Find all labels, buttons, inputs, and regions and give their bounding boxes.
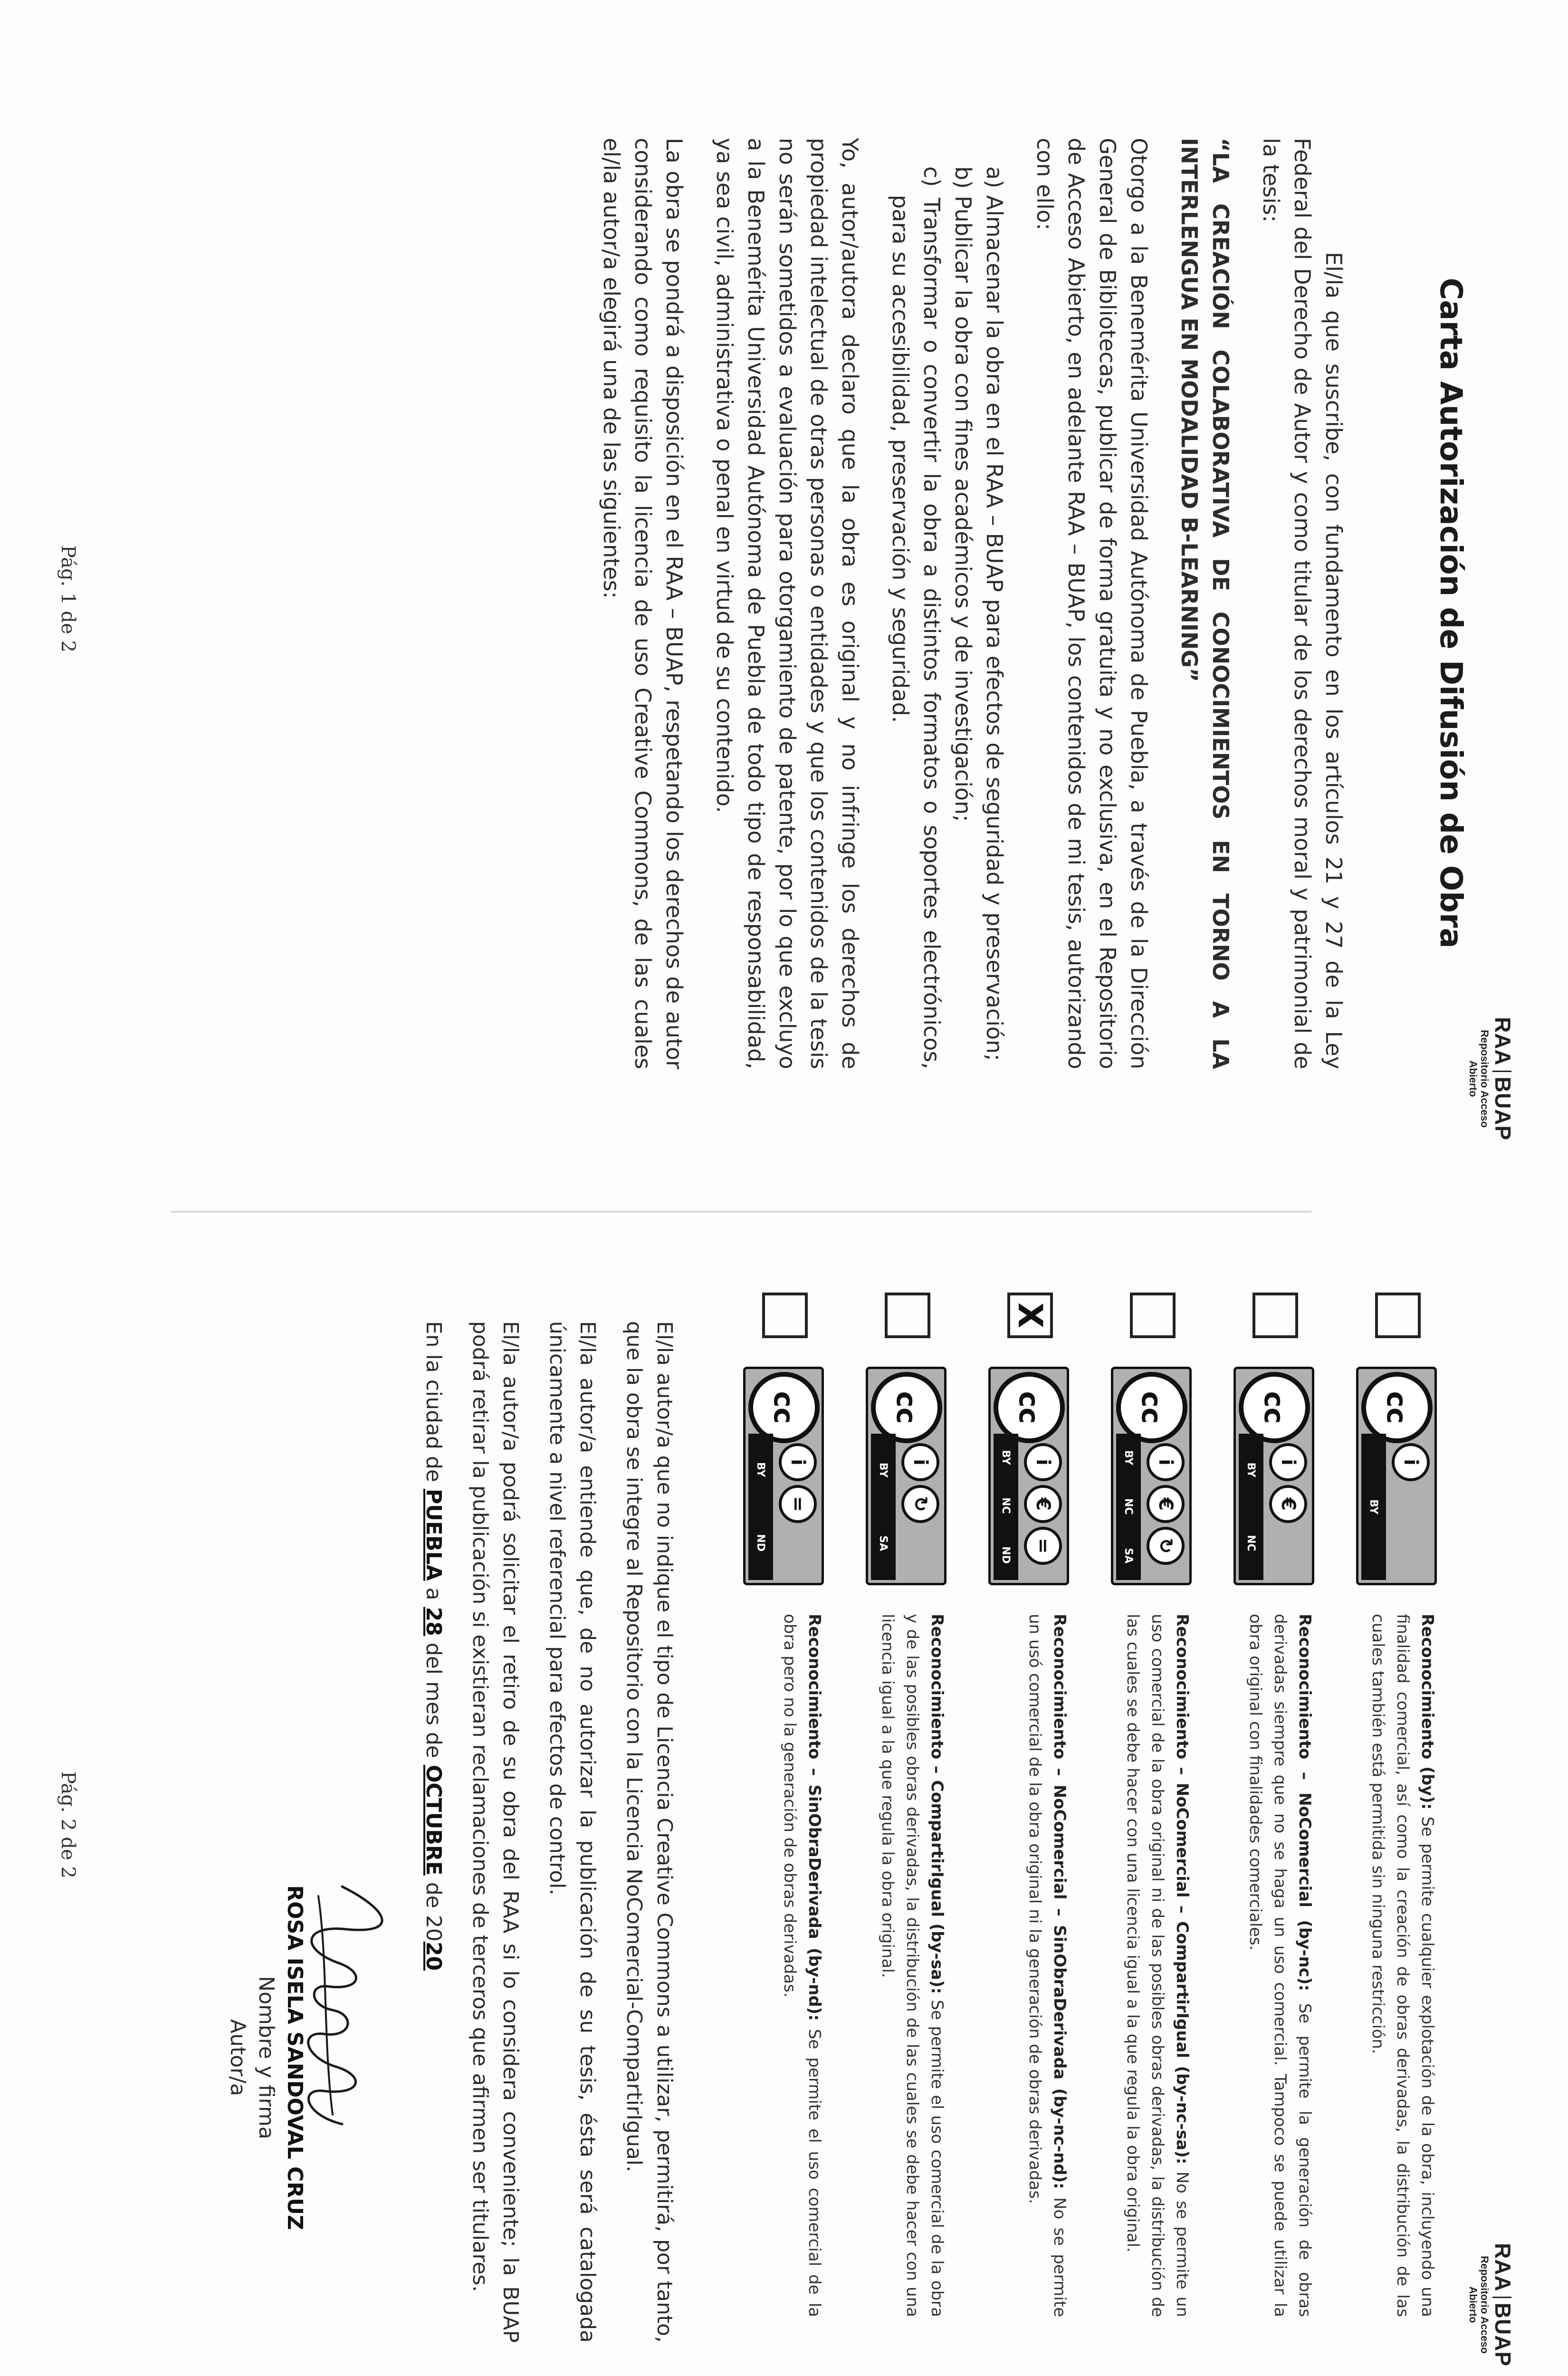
list-item: b) Publicar la obra con fines académicos y de investigación;	[950, 166, 976, 822]
authorization-list	[885, 166, 1010, 1069]
list-item: a) Almacenar la obra en el RAA – BUAP para efectos de seguridad y preservación;	[982, 166, 1007, 1061]
logo-subtitle-2: Abierto	[1467, 1060, 1479, 1097]
license-description	[1366, 1614, 1440, 2317]
license-description	[1023, 1614, 1072, 2317]
license-checkbox[interactable]	[762, 1293, 808, 1338]
declaration-paragraph: Yo, autor/autora declaro que la obra es original y no infringe los derechos de propiedad intelectual de otras personas o entidades y que los contenidos de la tesis no serán sometidos a evaluación para otorgamiento de patente, por lo que excluyo a la Benemérita Universidad Autónoma de Puebla de todo tipo de responsabilidad, ya sea civil, administrativa o penal en virtud de su contenido.	[712, 138, 863, 1069]
license-tag: BY	[1000, 1450, 1012, 1465]
raa-buap-logo	[1467, 2243, 1516, 2366]
license-text: Se permite la generación de obras derivadas siempre que no se haga un uso comercial. Tampoco se puede utilizar la obra original con finalidades comerciales.	[1246, 1614, 1314, 2317]
year-field[interactable]: 20	[421, 1941, 446, 1971]
intro-paragraph: El/la que suscribe, con fundamento en los artículos 21 y 27 de la Ley Federal del Derecho de Autor y como titular de los derechos moral y patrimonial de la tesis:	[1258, 138, 1347, 1069]
license-options	[704, 1293, 1440, 2366]
cc-logo-icon: cc	[1116, 1372, 1187, 1443]
cc-license-badge	[1356, 1367, 1437, 1585]
license-tag-bar	[748, 1434, 773, 1580]
license-name: Reconocimiento – NoComercial (by-nc):	[1295, 1614, 1314, 1992]
license-name: Reconocimiento (by):	[1418, 1614, 1437, 1810]
day-field[interactable]: 28	[421, 1607, 446, 1636]
license-condition-icon: =	[1024, 1527, 1062, 1565]
cc-logo-icon: cc	[871, 1372, 942, 1443]
license-tag: BY	[1245, 1462, 1257, 1477]
license-condition-icon: i	[1147, 1443, 1185, 1481]
license-option	[1072, 1293, 1195, 2366]
license-condition-icon: i	[1269, 1443, 1307, 1481]
cc-license-badge	[743, 1367, 824, 1585]
license-tag-bar	[1116, 1434, 1141, 1580]
license-description	[1243, 1614, 1317, 2317]
license-checkbox[interactable]	[1375, 1293, 1421, 1338]
license-condition-icon: €	[1024, 1485, 1062, 1523]
place-date-line: En la ciudad de PUEBLA a 28 del mes de OCTUBRE de 2020	[421, 1321, 446, 1971]
license-tag: ND	[1000, 1546, 1012, 1564]
page-title: Carta Autorización de Difusión de Obra	[1433, 278, 1468, 948]
page-number: Pág. 2 de 2	[57, 1771, 79, 1878]
license-description	[875, 1614, 949, 2317]
logo-wordmark: RAABUAP	[1491, 2242, 1515, 2366]
license-condition-icon: i	[779, 1443, 817, 1481]
license-name: Reconocimiento – SinObraDerivada (by-nd):	[805, 1614, 824, 2021]
license-tag: ND	[755, 1534, 767, 1552]
license-checkbox[interactable]	[885, 1293, 930, 1338]
cc-logo-icon: cc	[994, 1372, 1065, 1443]
license-condition-icon: i	[901, 1443, 939, 1481]
logo-subtitle-2: Abierto	[1467, 2286, 1479, 2323]
cc-logo-icon: cc	[1361, 1372, 1433, 1443]
page-1-body	[577, 138, 1349, 1069]
license-condition-icon: =	[779, 1485, 817, 1523]
license-condition-icon: €	[1147, 1485, 1185, 1523]
license-condition-icon: i	[1392, 1443, 1430, 1481]
signature-label: Nombre y firma	[254, 1976, 278, 2139]
license-tag-bar	[871, 1434, 896, 1580]
withdrawal-note: El/la autor/a podrá solicitar el retiro de su obra del RAA si lo considera conveniente; la BUAP podrá retirar la publicación si existieran reclamaciones de terceros que afirmen ser titulares.	[468, 1321, 523, 2343]
license-name: Reconocimiento – NoComercial – SinObraDerivada (by-nc-nd):	[1050, 1614, 1069, 2189]
license-condition-icon: €	[1269, 1485, 1307, 1523]
license-option	[827, 1293, 949, 2366]
logo-subtitle-1: Repositorio Acceso	[1479, 1030, 1491, 1128]
cc-license-badge	[1111, 1367, 1192, 1585]
grant-paragraph: Otorgo a la Benemérita Universidad Autónoma de Puebla, a través de la Dirección General de Bibliotecas, publicar de forma gratuita y no exclusiva, en el Repositorio de Acceso Abierto, en adelante RAA – BUAP, los contenidos de mi tesis, autorizando con ello:	[1032, 138, 1152, 1069]
license-text: Se permite el uso comercial de la obra pero no la generación de obras derivadas.	[780, 1614, 824, 2317]
license-checkbox[interactable]: X	[1007, 1293, 1053, 1338]
logo-subtitle-1: Repositorio Acceso	[1479, 2256, 1491, 2354]
license-text: No se permite un uso comercial de la obra original ni de las posibles obras derivadas, la distribución de las cuales se debe hacer con una licencia igual a la que regula la obra original.	[1123, 1614, 1192, 2317]
license-tag-bar	[994, 1434, 1018, 1580]
license-tag: NC	[1245, 1534, 1257, 1552]
page-divider	[171, 1211, 1311, 1213]
cc-license-badge	[866, 1367, 947, 1585]
cc-license-badge	[1233, 1367, 1314, 1585]
license-description	[777, 1614, 827, 2317]
logo-wordmark: RAABUAP	[1491, 1016, 1515, 1140]
thesis-title: “LA CREACIÓN COLABORATIVA DE CONOCIMIENTOS EN TORNO A LA INTERLENGUA EN MODALIDAD B-LEARNING”	[1176, 138, 1233, 1069]
cc-logo-icon: cc	[1239, 1372, 1310, 1443]
license-checkbox[interactable]	[1252, 1293, 1298, 1338]
referential-note: El/la autor/a entiende que, de no autorizar la publicación de su tesis, ésta será catalogada únicamente a nivel referencial para efectos de control.	[545, 1321, 600, 2343]
availability-paragraph: La obra se pondrá a disposición en el RAA – BUAP, respetando los derechos de autor considerando como requisito la licencia de uso Creative Commons, de las cuales el/la autor/a elegirá una de las siguientes:	[599, 138, 687, 1069]
license-tag: BY	[877, 1462, 889, 1478]
license-option	[1317, 1293, 1440, 2366]
page-number: Pág. 1 de 2	[57, 545, 79, 652]
license-tag-bar	[1361, 1434, 1386, 1580]
license-option	[1195, 1293, 1317, 2366]
license-checkbox[interactable]	[1130, 1293, 1176, 1338]
license-option	[704, 1293, 827, 2366]
cc-logo-icon: cc	[748, 1372, 820, 1443]
license-tag: SA	[877, 1535, 889, 1552]
license-name: Reconocimiento – NoComercial – CompartirIgual (by-nc-sa):	[1173, 1614, 1192, 2165]
signature-block	[223, 1844, 309, 2271]
author-name: ROSA ISELA SANDOVAL CRUZ	[283, 1885, 307, 2230]
license-condition-icon: ↻	[1147, 1527, 1185, 1565]
license-condition-icon: ↻	[901, 1485, 939, 1523]
license-text: No se permite un usó comercial de la obra original ni la generación de obras derivadas.	[1025, 1614, 1069, 2317]
license-description	[1120, 1614, 1195, 2317]
license-option	[949, 1293, 1072, 2366]
license-tag-bar	[1239, 1434, 1263, 1580]
license-tag: BY	[1122, 1450, 1135, 1466]
license-name: Reconocimiento – CompartirIgual (by-sa):	[927, 1614, 947, 1994]
cc-license-badge	[988, 1367, 1069, 1585]
month-field[interactable]: OCTUBRE	[421, 1764, 446, 1876]
license-text: Se permite cualquier explotación de la obra, incluyendo una finalidad comercial, así como la creación de obras derivadas, la distribución de las cuales también está permitida sin ninguna restricción.	[1368, 1614, 1437, 2317]
city-field[interactable]: PUEBLA	[421, 1488, 446, 1581]
license-tag: NC	[1000, 1497, 1012, 1514]
page-2-body	[402, 1321, 679, 2343]
author-label: Autor/a	[226, 2019, 250, 2097]
license-tag: NC	[1122, 1498, 1135, 1515]
license-tag: BY	[755, 1462, 767, 1477]
list-item: c) Transformar o convertir la obra a distintos formatos o soportes electrónicos, para su accesibilidad, preservación y seguridad.	[888, 166, 945, 1069]
license-condition-icon: i	[1024, 1443, 1062, 1481]
page-2	[0, 1226, 1568, 2376]
license-tag: SA	[1122, 1548, 1135, 1564]
license-text: Se permite el uso comercial de la obra y de las posibles obras derivadas, la distribución de las cuales se debe hacer con una licencia igual a la que regula la obra original.	[878, 1614, 947, 2317]
default-license-note: El/la autor/a que no indique el tipo de Licencia Creative Commons a utilizar, permitirá, por tanto, que la obra se integre al Repositorio con la Licencia NoComercial-CompartirIgual.	[622, 1321, 677, 2343]
license-tag: BY	[1367, 1499, 1380, 1514]
raa-buap-logo	[1467, 1017, 1516, 1140]
